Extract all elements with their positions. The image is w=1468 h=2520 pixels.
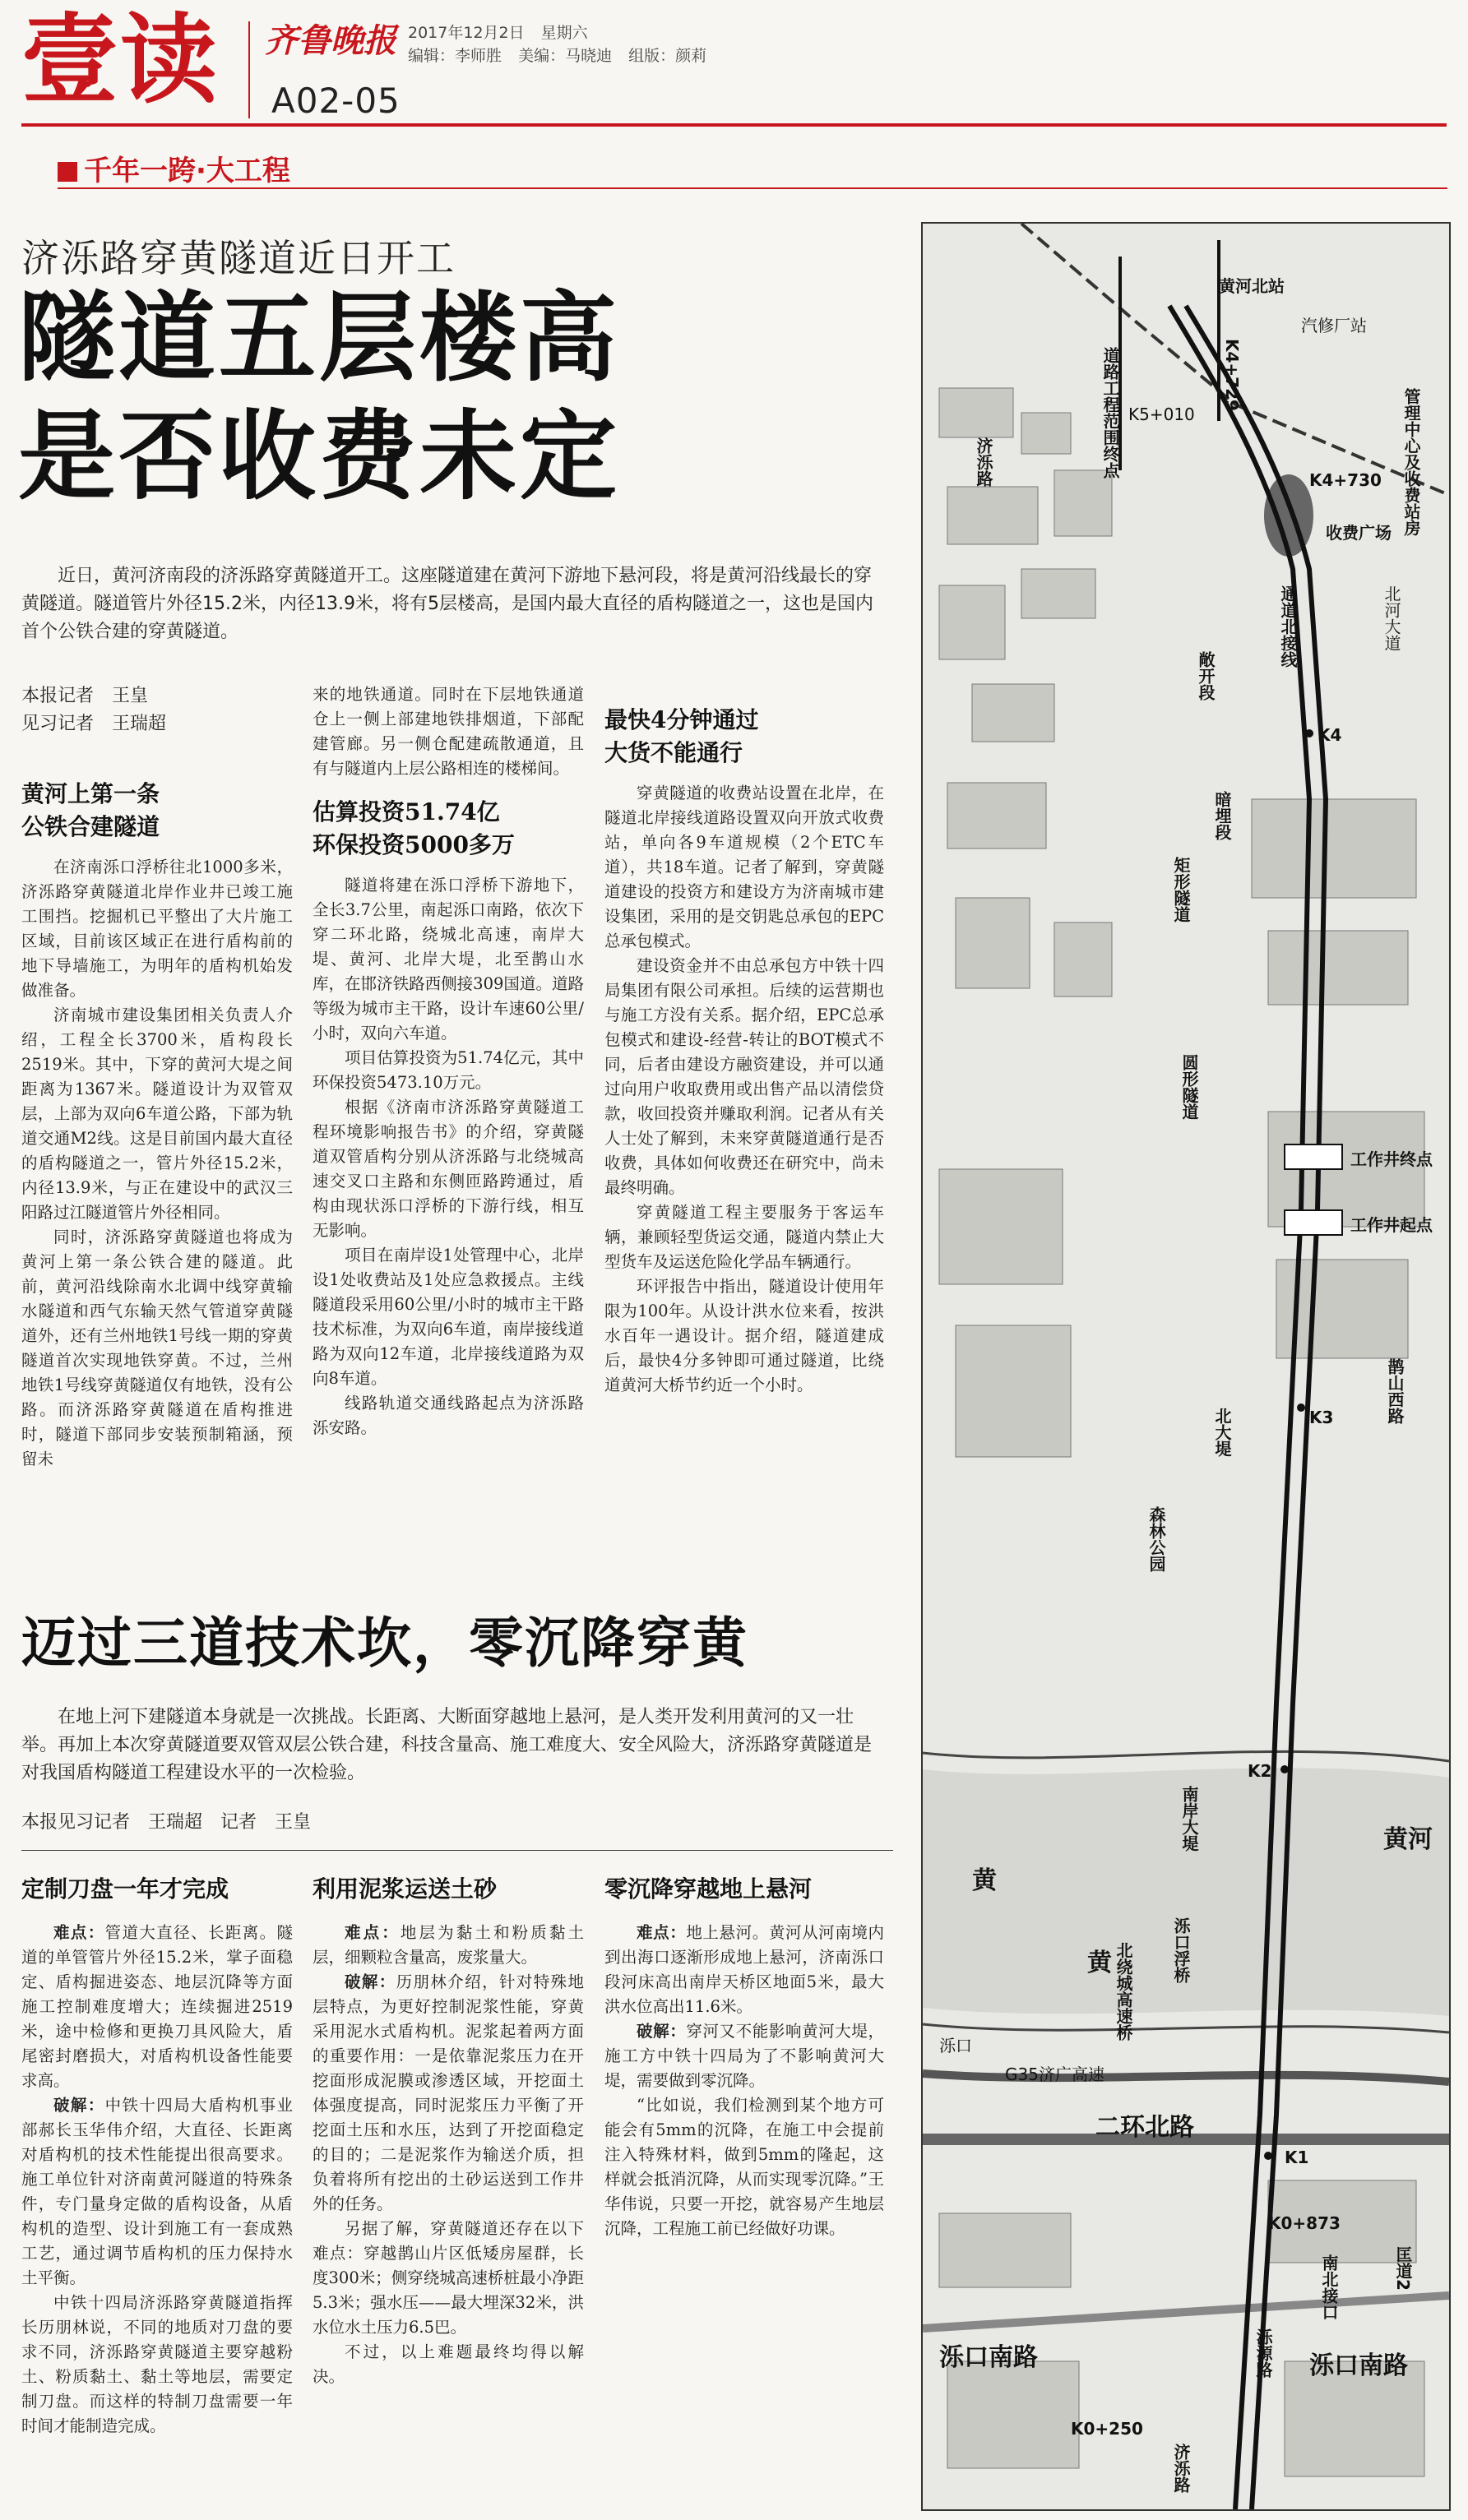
- label-difficulty: 难点：: [637, 1923, 687, 1942]
- subhead-line: 最快4分钟通过: [604, 706, 759, 733]
- paragraph: “比如说，我们检测到某个地方可能会有5mm的沉降，在施工中会提前注入特殊材料，做到5mm的隆起，这样就会抵消沉降，从而实现零沉降。”王华伟说，只要一开挖，就容易产生地层沉降，工程施工前已经做好功课。: [604, 2096, 884, 2238]
- paragraph: 项目估算投资为51.74亿元，其中环保投资5473.10万元。: [313, 1048, 584, 1092]
- paragraph: 建设资金并不由总承包方中铁十四局集团有限公司承担。后续的运营期也与施工方没有关系。据介绍，EPC总承包模式和建设-经营-转让的BOT模式不同，后者由建设方融资建设，并可以通过向用户收取费用或出售产品以清偿贷款，收回投资并赚取利润。记者从有关人士处了解到，未来穿黄隧道通行是否收费，具体如何收费还在研究中，尚未最终明确。: [604, 956, 884, 1197]
- masthead-meta: [408, 21, 718, 67]
- map-label-cover-cut: 暗埋段: [1212, 791, 1232, 840]
- paragraph: 项目在南岸设1处管理中心，北岸设1处收费站及1处应急救援点。主线隧道段采用60公里/小时的城市主干路技术标准，为双向6车道，南岸接线道路为双向12车道，北岸接线道路为双向8车道。: [313, 1246, 584, 1388]
- map-label-luoyuan: 泺源路: [1253, 2328, 1273, 2378]
- label-solution: 破解：: [345, 1972, 396, 1991]
- article1-col3: [604, 704, 884, 1398]
- paragraph: 管道大直径、长距离。隧道的单管管片外径15.2米，掌子面稳定、盾构掘进姿态、地层沉降等方面施工控制难度增大；连续掘进2519米，途中检修和更换刀具风险大，盾尾密封磨损大，对盾构机设备性能要求高。: [21, 1923, 293, 2090]
- subhead-line: 大货不能通行: [604, 739, 743, 766]
- paragraph: 济南城市建设集团相关负责人介绍，工程全长3700米，盾构段长2519米。其中，下穿的黄河大堤之间距离为1367米。隧道设计为双管双层，上部为双向6车道公路，下部为轨道交通M2线。这是目前国内最大直径的盾构隧道之一，管片外径15.2米，内径13.9米，与正在建设中的武汉三阳路过江隧道管片外径相同。: [21, 1006, 293, 1222]
- article1-kicker: 济泺路穿黄隧道近日开工: [21, 236, 456, 280]
- paragraph: 穿河又不能影响黄河大堤，施工方中铁十四局为了不影响黄河大堤，需要做到零沉降。: [604, 2022, 884, 2090]
- issue-date: 2017年12月2日: [408, 24, 525, 42]
- col1-subhead: 定制刀盘一年才完成: [21, 1875, 229, 1903]
- section-square-icon: [58, 162, 77, 182]
- subhead-line: 估算投资51.74亿: [313, 798, 500, 825]
- map-label-bridge: 泺口浮桥: [1171, 1917, 1191, 1983]
- page-code: A02-05: [271, 81, 401, 121]
- map-label-k0-250: K0+250: [1071, 2419, 1143, 2439]
- col2-subhead: 利用泥浆运送土砂: [313, 1875, 498, 1903]
- map-label-auto-station: 汽修厂站: [1301, 316, 1367, 335]
- map-label-guandao: 匡道2: [1393, 2246, 1413, 2291]
- map-label-rect-tunnel: 矩形隧道: [1171, 857, 1191, 922]
- map-label-circle-tunnel: 圆形隧道: [1179, 1054, 1199, 1120]
- editor-credit: 编辑：李师胜: [408, 47, 502, 65]
- highway-g35: [923, 2074, 1449, 2082]
- map-label-north-station: 黄河北站: [1219, 276, 1285, 296]
- article2-col2: [313, 1873, 584, 2389]
- tunnel-route-map: [921, 222, 1451, 2511]
- map-label-k1: K1: [1285, 2148, 1309, 2167]
- north-dike-line: [923, 1751, 1449, 1761]
- map-label-beiraocheng: 北绕城高速桥: [1114, 1942, 1133, 2041]
- section-tag: [58, 148, 290, 188]
- label-solution: 破解：: [637, 2022, 687, 2041]
- map-label-yellow-river-2: 黄: [1087, 1949, 1112, 1977]
- section-name: 壹读: [21, 3, 220, 117]
- map-label-forest-park: 森林公园: [1146, 1506, 1166, 1572]
- article2-byline: 本报见习记者 王瑞超 记者 王皇: [21, 1812, 312, 1833]
- map-label-north-line: 通道北接线: [1278, 585, 1298, 668]
- paragraph: 来的地铁通道。同时在下层地铁通道仓上一侧上部建地铁排烟道，下部配建管廊。另一侧仓配建疏散通道，且有与隧道内上层公路相连的楼梯间。: [313, 685, 584, 778]
- article1-byline: [21, 682, 166, 738]
- paragraph: 线路轨道交通线路起点为济泺路泺安路。: [313, 1394, 584, 1437]
- map-label-k2: K2: [1248, 1761, 1272, 1781]
- col3-subhead: [604, 704, 884, 770]
- subhead-line: 黄河上第一条: [21, 780, 160, 807]
- article1-lead: 近日，黄河济南段的济泺路穿黄隧道开工。这座隧道建在黄河下游地下悬河段，将是黄河沿线最长的穿黄隧道。隧道管片外径15.2米，内径13.9米，将有5层楼高，是国内最大直径的盾构隧道之一，这也是国内首个公铁合建的穿黄隧道。: [21, 566, 873, 642]
- paragraph: 不过，以上难题最终均得以解决。: [313, 2342, 584, 2386]
- map-label-toll-plaza: 收费广场: [1326, 523, 1392, 543]
- article2-col3: [604, 1873, 884, 2241]
- paragraph: 中铁十四局大盾构机事业部郝长玉华伟介绍，大直径、长距离对盾构机的技术性能提出很高要求。施工单位针对济南黄河隧道的特殊条件，专门量身定做的盾构设备，从盾构机的造型、设计到施工有一套成熟工艺，通过调节盾构机的压力保持水土平衡。: [21, 2096, 293, 2287]
- map-label-tongda: 北河大道: [1382, 585, 1401, 651]
- paragraph: 穿黄隧道工程主要服务于客运车辆，兼顾轻型货运交通，隧道内禁止大型货车及运送危险化学品车辆通行。: [604, 1203, 884, 1271]
- article2-rule: [21, 1850, 893, 1851]
- paper-logo: 齐鲁晚报: [265, 21, 396, 60]
- paragraph: 同时，济泺路穿黄隧道也将成为黄河上第一条公铁合建的隧道。此前，黄河沿线除南水北调中线穿黄输水隧道和西气东输天然气管道穿黄隧道外，还有兰州地铁1号线一期的穿黄隧道首次实现地铁穿黄。不过，兰州地铁1号线穿黄隧道仅有地铁，没有公路。而济泺路穿黄隧道在盾构推进时，隧道下部同步安装预制箱涵，预留未: [21, 1228, 293, 1468]
- section-tag-label: 千年一跨·大工程: [84, 155, 290, 187]
- toll-plaza-shape: [1264, 474, 1313, 557]
- map-label-south-dike: 南岸大堤: [1179, 1786, 1199, 1852]
- label-solution: 破解：: [53, 2096, 105, 2115]
- paragraph: 地层为黏土和粉质黏土层，细颗粒含量高，废浆量大。: [313, 1923, 584, 1967]
- byline-intern: 见习记者 王瑞超: [21, 714, 167, 734]
- paragraph: 根据《济南市济泺路穿黄隧道工程环境影响报告书》的介绍，穿黄隧道双管盾构分别从济泺路与北绕城高速交叉口主路和东侧匝路跨通过，盾构由现状泺口浮桥的下游行线，相互无影响。: [313, 1098, 584, 1240]
- map-label-mgmt: 管理中心及收费站房: [1401, 388, 1421, 536]
- paragraph: 另据了解，穿黄隧道还存在以下难点：穿越鹊山片区低矮房屋群，长度300米；侧穿绕城高速桥桩最小净距5.3米；强水压——最大埋深32米，洪水位水土压力6.5巴。: [313, 2219, 584, 2337]
- article2-col1: [21, 1873, 293, 2439]
- col1-subhead: [21, 778, 293, 844]
- article2-headline: 迈过三道技术坎，零沉降穿黄: [21, 1611, 748, 1675]
- map-label-k4-730: K4+730: [1309, 470, 1382, 490]
- map-label-open-cut: 敞开段: [1196, 651, 1216, 701]
- paragraph: 环评报告中指出，隧道设计使用年限为100年。从设计洪水位来看，按洪水百年一遇设计。据介绍，隧道建成后，最快4分多钟即可通过隧道，比绕道黄河大桥节约近一个小时。: [604, 1277, 884, 1394]
- map-label-erhuan: 二环北路: [1095, 2113, 1194, 2142]
- article2-lead: 在地上河下建隧道本身就是一次挑战。长距离、大断面穿越地上悬河，是人类开发利用黄河的又一壮举。再加上本次穿黄隧道要双管双层公铁合建，科技含量高、施工难度大、安全风险大，济泺路穿黄隧道是对我国盾构隧道工程建设水平的一次检验。: [21, 1707, 873, 1783]
- map-label-shaft-start: 工作井起点: [1350, 1215, 1433, 1235]
- paragraph: 中铁十四局济泺路穿黄隧道指挥长历朋林说，不同的地质对刀盘的要求不同，济泺路穿黄隧道主要穿越粉土、粉质黏土、黏土等地层，需要定制刀盘。而这样的特制刀盘需要一年时间才能制造完成。: [21, 2293, 293, 2435]
- map-graphic: [923, 224, 1449, 2509]
- byline-reporter: 本报记者 王皇: [21, 686, 149, 706]
- map-label-jinan-branch: 济泺路: [974, 437, 993, 487]
- map-label-g635: G35济广高速: [1005, 2065, 1104, 2084]
- masthead-rule: [21, 123, 1447, 127]
- map-label-shaft-end: 工作井终点: [1350, 1149, 1433, 1169]
- label-difficulty: 难点：: [345, 1923, 401, 1942]
- article1-headline-2: 是否收费未定: [18, 400, 621, 513]
- paragraph: 在济南泺口浮桥往北1000多米，济泺路穿黄隧道北岸作业井已竣工施工围挡。挖掘机已平整出了大片施工区域，目前该区域正在进行盾构前的地下导墙施工，为明年的盾构机始发做准备。: [21, 858, 293, 1000]
- map-label-scope-end: 道路工程范围终点: [1100, 347, 1120, 479]
- map-label-k4-729: K4+729: [1222, 339, 1242, 411]
- map-label-k4: K4: [1317, 725, 1342, 745]
- label-difficulty: 难点：: [53, 1923, 105, 1942]
- paragraph: 穿黄隧道的收费站设置在北岸，在隧道北岸接线道路设置双向开放式收费站，单向各9车道规模（2个ETC车道），共18车道。记者了解到，穿黄隧道建设的投资方和建设方为济南城市建设集团，采用的是交钥匙总承包的EPC总承包模式。: [604, 784, 884, 950]
- map-label-yellow-river-1: 黄: [972, 1866, 997, 1895]
- map-label-queshan-road: 鹊山西路: [1385, 1358, 1405, 1424]
- map-label-luokou-south: 泺口南路: [939, 2343, 1038, 2372]
- map-label-k0: 济泺路: [1171, 2444, 1191, 2493]
- shaft-end-box: [1285, 1144, 1342, 1169]
- masthead-divider: [248, 21, 250, 118]
- map-label-k3: K3: [1309, 1408, 1334, 1427]
- article1-col1: [21, 778, 293, 1472]
- subhead-line: 公铁合建隧道: [21, 813, 160, 840]
- city-blocks: [939, 388, 1424, 2476]
- map-label-bei-dike: 北大堤: [1212, 1408, 1232, 1457]
- article1-headline-1: 隧道五层楼高: [18, 281, 621, 395]
- paragraph: 地上悬河。黄河从河南境内到出海口逐渐形成地上悬河，济南泺口段河床高出南岸天桥区地面5米，最大洪水位高出11.6米。: [604, 1923, 884, 2016]
- paragraph: 历朋林介绍，针对特殊地层特点，为更好控制泥浆性能，穿黄采用泥水式盾构机。泥浆起着两方面的重要作用：一是依靠泥浆压力在开挖面形成泥膜或渗透区域，开挖面土体强度提高，同时泥浆压力平衡了开挖面土压和水压，达到了开挖面稳定的目的；二是泥浆作为输送介质，担负着将所有挖出的土砂运送到工作井外的任务。: [313, 1972, 584, 2213]
- map-label-jingkou: 泺口: [939, 2036, 972, 2055]
- south-dike-line: [923, 2024, 1449, 2032]
- col2-subhead: [313, 796, 584, 862]
- issue-weekday: 星期六: [540, 24, 588, 42]
- map-label-yellow-river-3: 黄河: [1383, 1825, 1433, 1854]
- shaft-start-box: [1285, 1210, 1342, 1235]
- paragraph: 隧道将建在泺口浮桥下游地下，全长3.7公里，南起泺口南路，依次下穿二环北路，绕城北高速，南岸大堤、黄河、北岸大堤，北至鹊山水库，在邯济铁路西侧接309国道。道路等级为城市主干路，设计车速60公里/小时，双向六车道。: [313, 876, 584, 1043]
- layout-credit: 组版：颜莉: [628, 47, 707, 65]
- subhead-line: 环保投资5000多万: [313, 831, 515, 858]
- section-rule: [58, 187, 1447, 189]
- col3-subhead: 零沉降穿越地上悬河: [604, 1875, 813, 1903]
- map-label-k0-873: K0+873: [1268, 2213, 1341, 2233]
- map-label-luokou-south-2: 泺口南路: [1309, 2351, 1408, 2380]
- luokou-south-road: [923, 2296, 1449, 2328]
- map-label-south-exit: 南北接口: [1319, 2254, 1339, 2320]
- art-editor-credit: 美编：马晓迪: [518, 47, 613, 65]
- map-label-k5-010: K5+010: [1128, 405, 1195, 424]
- article1-col2: [313, 682, 584, 1440]
